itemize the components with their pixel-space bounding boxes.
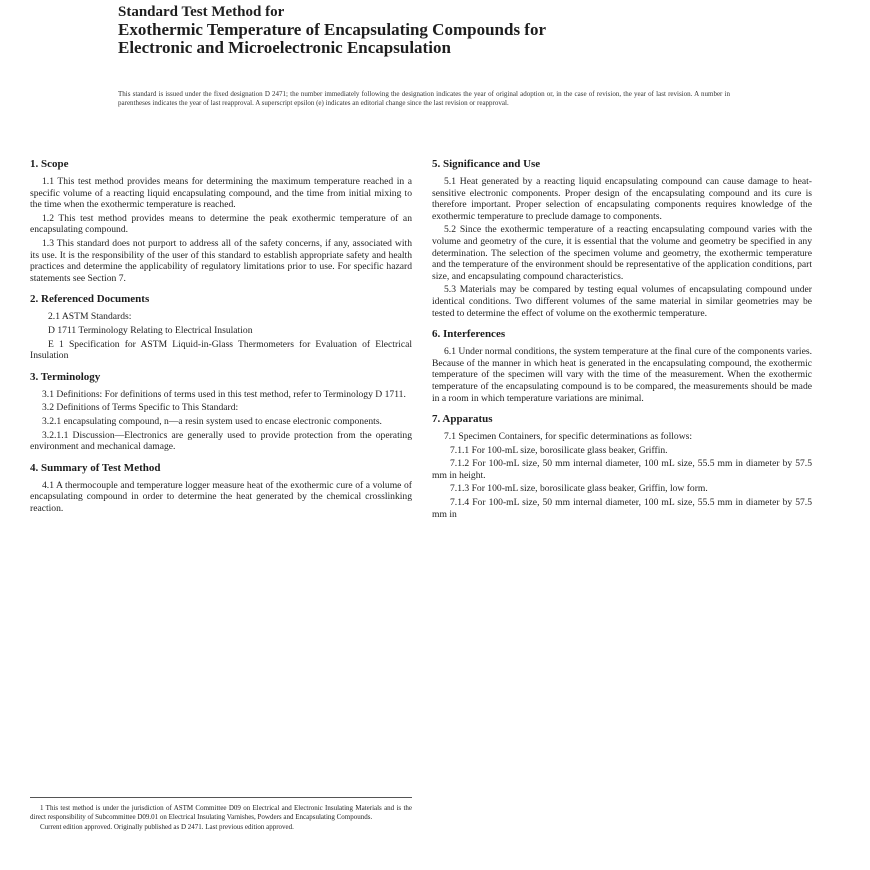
title-line: Electronic and Microelectronic Encapsulation bbox=[118, 38, 451, 57]
section-summary bbox=[30, 462, 412, 515]
paragraph: 6.1 Under normal conditions, the system temperature at the final cure of the components varies. Because of the manner in which heat is generated in the encapsulating compound, the exothermic temperature of the specimen will vary with the time of the measurement. When the exothermic temperature of the encapsulating compound is to be compared, the measurements should be made in a room in which temperature variations are minimal. bbox=[432, 346, 812, 404]
paragraph: 1.3 This standard does not purport to address all of the safety concerns, if any, associated with its use. It is the responsibility of the user of this standard to establish appropriate safety and health practices and determine the applicability of regulatory limitations prior to use. For specific hazard statements see Section 7. bbox=[30, 237, 412, 284]
paragraph: 5.3 Materials may be compared by testing equal volumes of encapsulating compound under identical conditions. Two different volumes of the same material in similar geometries may be tested to determine the effect of volume on the exothermic temperature. bbox=[432, 284, 812, 319]
paragraph: 3.2.1 encapsulating compound, n—a resin system used to encase electronic components. bbox=[42, 415, 382, 427]
footnotes bbox=[30, 797, 412, 834]
designation-note: This standard is issued under the fixed designation D 2471; the number immediately following the designation indicates the year of original adoption or, in the case of revision, the year of last revision. A number in parentheses indicates the year of last reapproval. A superscript epsilon (e) indicates an editorial change since the last revision or reapproval. bbox=[118, 90, 730, 107]
title-line: Exothermic Temperature of Encapsulating Compounds for bbox=[118, 20, 547, 39]
right-column bbox=[432, 158, 812, 529]
paragraph: 1.2 This test method provides means to determine the peak exothermic temperature of an encapsulating compound. bbox=[30, 212, 412, 236]
section-heading: 4. Summary of Test Method bbox=[30, 461, 161, 474]
section-scope bbox=[30, 158, 412, 284]
paragraph: 3.1 Definitions: For definitions of terms used in this test method, refer to Terminology D 1711. bbox=[42, 388, 406, 400]
section-heading: 3. Terminology bbox=[30, 370, 101, 383]
section-heading: 5. Significance and Use bbox=[432, 158, 541, 170]
section-heading: 2. Referenced Documents bbox=[30, 293, 150, 306]
section-heading: 6. Interferences bbox=[432, 328, 506, 341]
reference-link[interactable]: E 1 Specification for ASTM Liquid-in-Glass Thermometers for Evaluation of Electrical Insulation bbox=[30, 338, 412, 362]
reference-link[interactable]: D 1711 Terminology Relating to Electrical Insulation bbox=[48, 324, 253, 336]
footnote: Current edition approved. Originally published as D 2471. Last previous edition approved. bbox=[40, 823, 294, 832]
section-heading: 7. Apparatus bbox=[432, 413, 493, 426]
footnote: 1 This test method is under the jurisdiction of ASTM Committee D09 on Electrical and Electronic Insulating Materials and is the direct responsibility of Subcommittee D09.01 on Electrical Insulating Varnishes, Powders and Encapsulating Compounds. bbox=[30, 804, 412, 821]
section-significance bbox=[432, 158, 812, 319]
paragraph: 1.1 This test method provides means for determining the maximum temperature reached in a specific volume of a reacting liquid encapsulating compound, and the time from initial mixing to the time when the exothermic temperature is reached. bbox=[30, 176, 412, 211]
paragraph: 7.1.1 For 100-mL size, borosilicate glass beaker, Griffin. bbox=[450, 444, 668, 456]
section-interferences bbox=[432, 328, 812, 404]
left-column bbox=[30, 158, 412, 523]
paragraph: 7.1.2 For 100-mL size, 50 mm internal diameter, 100 mL size, 55.5 mm in diameter by 57.5 mm in height. bbox=[432, 458, 812, 481]
paragraph: 5.1 Heat generated by a reacting liquid encapsulating compound can cause damage to heat-sensitive electronic components. Proper design of the encapsulating compound and its cure is therefore important. Proper selection of encapsulating components requires knowledge of the exothermic temperature to preclude damage to components. bbox=[432, 176, 812, 222]
section-heading: 1. Scope bbox=[30, 158, 69, 170]
paragraph: 7.1.3 For 100-mL size, borosilicate glass beaker, Griffin, low form. bbox=[450, 483, 708, 495]
section-apparatus bbox=[432, 413, 812, 520]
paragraph: 2.1 ASTM Standards: bbox=[48, 311, 132, 323]
paragraph: 3.2.1.1 Discussion—Electronics are generally used to provide protection from the operating environment and mechanical damage. bbox=[30, 429, 412, 453]
paragraph: 7.1.4 For 100-mL size, 50 mm internal diameter, 100 mL size, 55.5 mm in diameter by 57.5 mm in bbox=[432, 497, 812, 520]
document-title bbox=[118, 4, 758, 57]
paragraph: 3.2 Definitions of Terms Specific to This Standard: bbox=[42, 402, 239, 414]
section-referenced-documents bbox=[30, 293, 412, 361]
paragraph: 5.2 Since the exothermic temperature of a reacting encapsulating compound varies with the volume and geometry of the cure, it is essential that the volume and geometry be specified in any determination. The selection of the specimen volume and geometry, the exothermic temperature and the temperature of the environment should be representative of the application conditions, part size, and encapsulating compound characteristics. bbox=[432, 224, 812, 282]
paragraph: 7.1 Specimen Containers, for specific determinations as follows: bbox=[444, 431, 693, 443]
section-terminology bbox=[30, 371, 412, 453]
title-line: Standard Test Method for bbox=[118, 4, 285, 20]
paragraph: 4.1 A thermocouple and temperature logger measure heat of the exothermic cure of a volume of encapsulating compound in order to determine the heat generated by the chemical crosslinking reaction. bbox=[30, 479, 412, 514]
